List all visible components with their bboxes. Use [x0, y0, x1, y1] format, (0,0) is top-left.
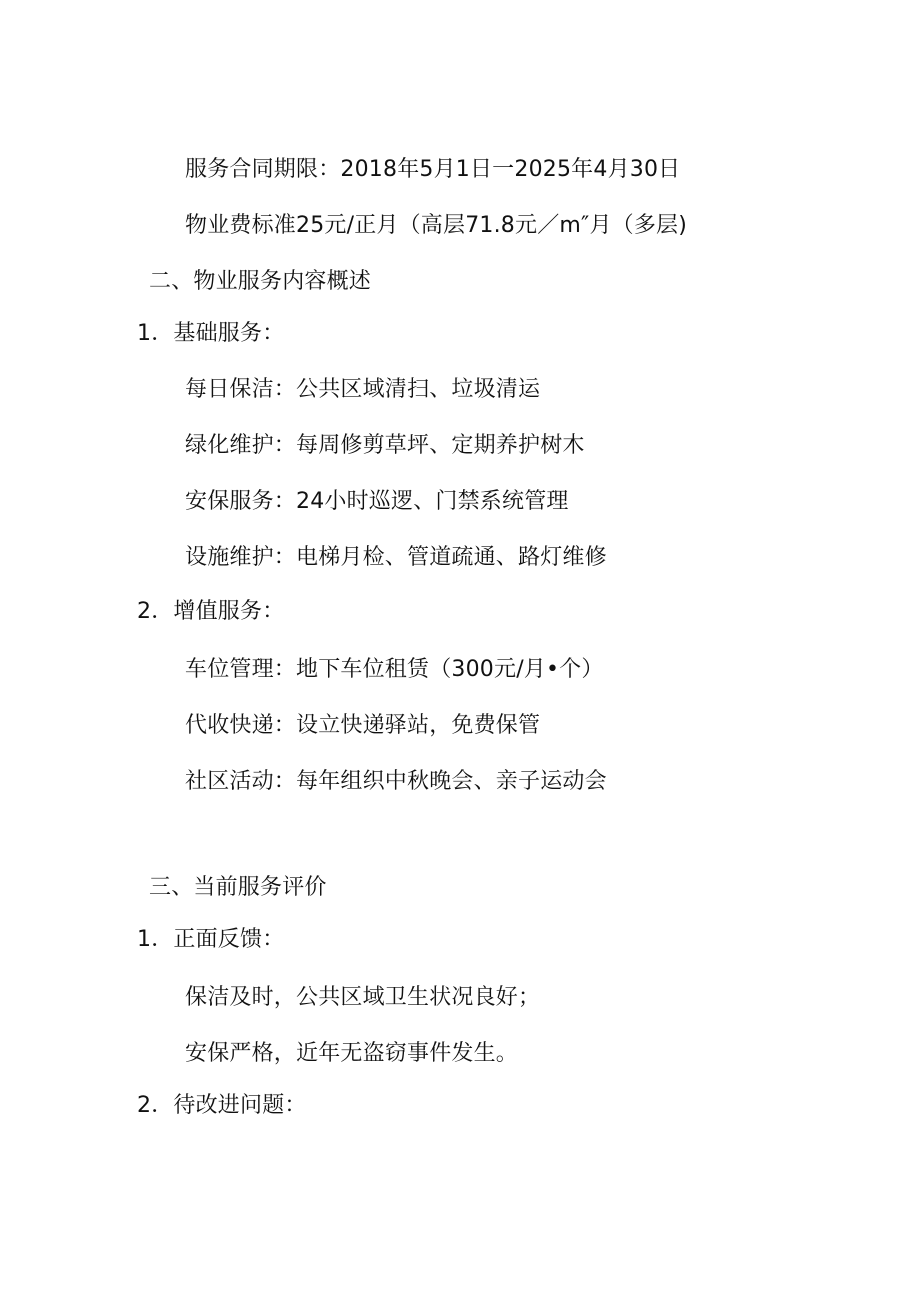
basic-services-title: 1．基础服务： [137, 321, 285, 346]
positive-feedback-item: 保洁及时，公共区域卫生状况良好； [185, 985, 541, 1010]
value-added-item: 代收快递：设立快递驿站，免费保管 [185, 713, 541, 738]
basic-service-item: 设施维护：电梯月检、管道疏通、路灯维修 [185, 545, 607, 570]
basic-service-item: 安保服务：24小时巡逻、门禁系统管理 [185, 489, 569, 514]
value-added-item: 车位管理：地下车位租赁（300元/月•个） [185, 657, 604, 682]
basic-service-item: 绿化维护：每周修剪草坪、定期养护树木 [185, 433, 585, 458]
basic-service-item: 每日保洁：公共区域清扫、垃圾清运 [185, 377, 541, 402]
fee-standard-line: 物业费标准25元/正月（高层71.8元／m″月（多层) [185, 213, 688, 238]
positive-feedback-item: 安保严格，近年无盗窃事件发生。 [185, 1041, 519, 1066]
section3-heading: 三、当前服务评价 [149, 875, 327, 900]
improvement-issues-title: 2．待改进问题： [137, 1093, 307, 1118]
value-added-item: 社区活动：每年组织中秋晚会、亲子运动会 [185, 769, 607, 794]
section2-heading: 二、物业服务内容概述 [149, 269, 372, 294]
value-added-services-title: 2．增值服务： [137, 599, 285, 624]
positive-feedback-title: 1．正面反馈： [137, 927, 285, 952]
contract-term-line: 服务合同期限：2018年5月1日一2025年4月30日 [185, 157, 681, 182]
